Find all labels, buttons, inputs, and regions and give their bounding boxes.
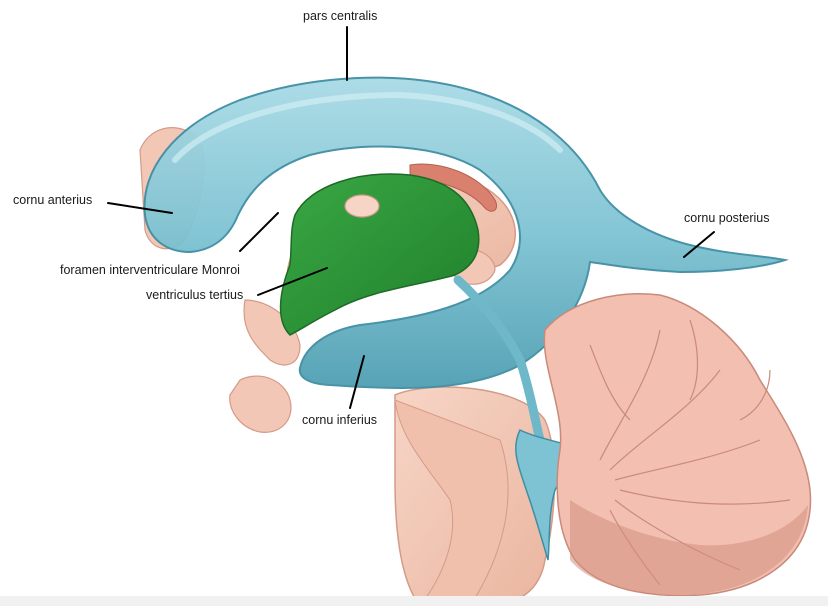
massa-intermedia: [345, 195, 379, 217]
label-ventriculus-tertius: ventriculus tertius: [146, 288, 244, 302]
pituitary-tissue: [230, 376, 291, 432]
bottom-strip: [0, 596, 828, 606]
label-cornu-inferius: cornu inferius: [302, 413, 378, 427]
label-pars-centralis: pars centralis: [303, 9, 378, 23]
leader-foramen: [240, 213, 278, 251]
label-cornu-anterius: cornu anterius: [13, 193, 93, 207]
label-cornu-posterius: cornu posterius: [684, 211, 770, 225]
label-foramen: foramen interventriculare Monroi: [60, 263, 240, 277]
